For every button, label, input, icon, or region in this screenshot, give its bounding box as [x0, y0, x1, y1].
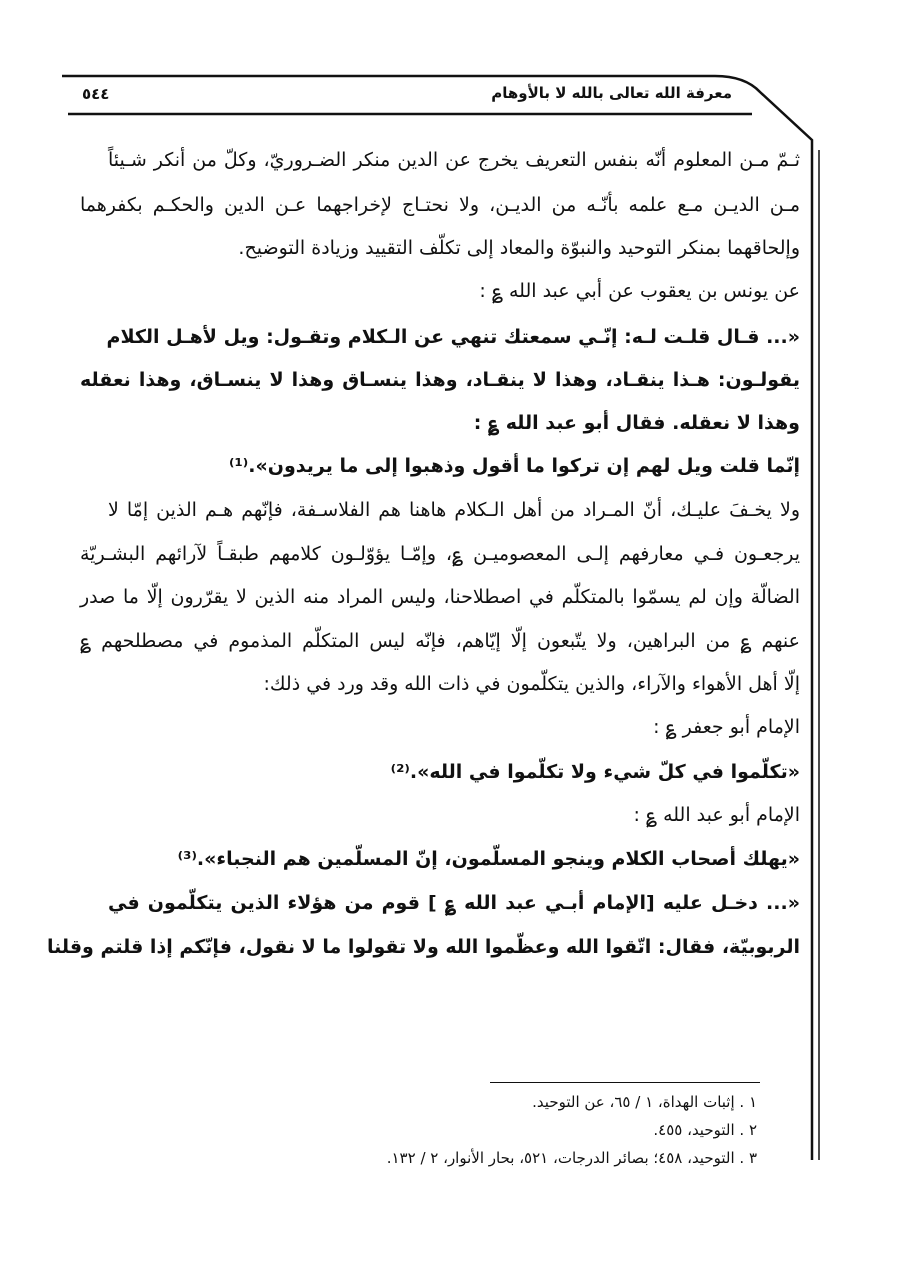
text-line: «تكلّموا في كلّ شيء ولا تكلّموا في الله».⁽²⁾ [390, 761, 800, 783]
text-line: الضالّة وإن لم يسمّوا بالمتكلّم في اصطلاحنا، وليس المراد منه الذين لا يقرّرون إلّا ما صدر [80, 586, 800, 608]
footnote-divider [490, 1082, 760, 1083]
text-line: «يهلك أصحاب الكلام وينجو المسلّمون، إنّ المسلّمين هم النجباء».⁽³⁾ [177, 848, 800, 870]
running-header-title: معرفة الله تعالى بالله لا بالأوهام [491, 84, 732, 102]
page-number: ٥٤٤ [82, 85, 110, 103]
text-line: يرجعـون فـي معارفهم إلـى المعصوميـن ؏، وإمّـا يؤوّلـون كلامهم طبقـاً لآرائهم البشـريّة [80, 543, 800, 565]
text-line: إنّما قلت ويل لهم إن تركوا ما أقول وذهبوا إلى ما يريدون».⁽¹⁾ [228, 455, 800, 477]
text-line: مـن الديـن مـع علمه بأنّـه من الديـن، ولا نحتـاج لإخراجهما عـن الدين والحكـم بكفرهما [80, 194, 800, 216]
footnote: ٣ . التوحيد، ٤٥٨؛ بصائر الدرجات، ٥٢١، بحار الأنوار، ٢ / ١٣٢. [386, 1149, 757, 1167]
text-line: وهذا لا نعقله. فقال أبو عبد الله ؏ : [473, 412, 800, 434]
text-line: الربوبيّة، فقال: اتّقوا الله وعظّموا الله ولا تقولوا ما لا نقول، فإنّكم إذا قلتم وقلنا [46, 936, 800, 958]
footnote: ١ . إثبات الهداة، ١ / ٦٥، عن التوحيد. [532, 1093, 757, 1111]
text-line: عن يونس بن يعقوب عن أبي عبد الله ؏ : [479, 280, 800, 302]
text-line: ولا يخـفَ عليـك، أنّ المـراد من أهل الـكلام هاهنا هم الفلاسـفة، فإنّهم هـم الذين إمّا لا [108, 499, 800, 521]
text-line: إلّا أهل الأهواء والآراء، والذين يتكلّمون في ذات الله وقد ورد في ذلك: [263, 673, 800, 695]
footnote: ٢ . التوحيد، ٤٥٥. [653, 1121, 757, 1139]
text-line: الإمام أبو جعفر ؏ : [653, 716, 800, 738]
text-line: «... دخـل عليه [الإمام أبـي عبد الله ؏ ] قوم من هؤلاء الذين يتكلّمون في [108, 892, 800, 914]
text-line: «... قـال قلـت لـه: إنّـي سمعتك تنهي عن الـكلام وتقـول: ويل لأهـل الكلام [106, 326, 800, 348]
text-line: عنهم ؏ من البراهين، ولا يتّبعون إلّا إيّاهم، فإنّه ليس المتكلّم المذموم في مصطلحهم ؏ [80, 630, 800, 652]
text-line: يقولـون: هـذا ينقـاد، وهذا لا ينقـاد، وهذا ينسـاق وهذا لا ينسـاق، وهذا نعقله [80, 369, 800, 391]
text-line: الإمام أبو عبد الله ؏ : [633, 804, 800, 826]
text-line: وإلحاقهما بمنكر التوحيد والنبوّة والمعاد إلى تكلّف التقييد وزيادة التوضيح. [238, 237, 800, 259]
text-line: ثـمّ مـن المعلوم أنّه بنفس التعريف يخرج عن الدين منكر الضـروريّ، وكلّ من أنكر شـيئاً [108, 149, 800, 171]
